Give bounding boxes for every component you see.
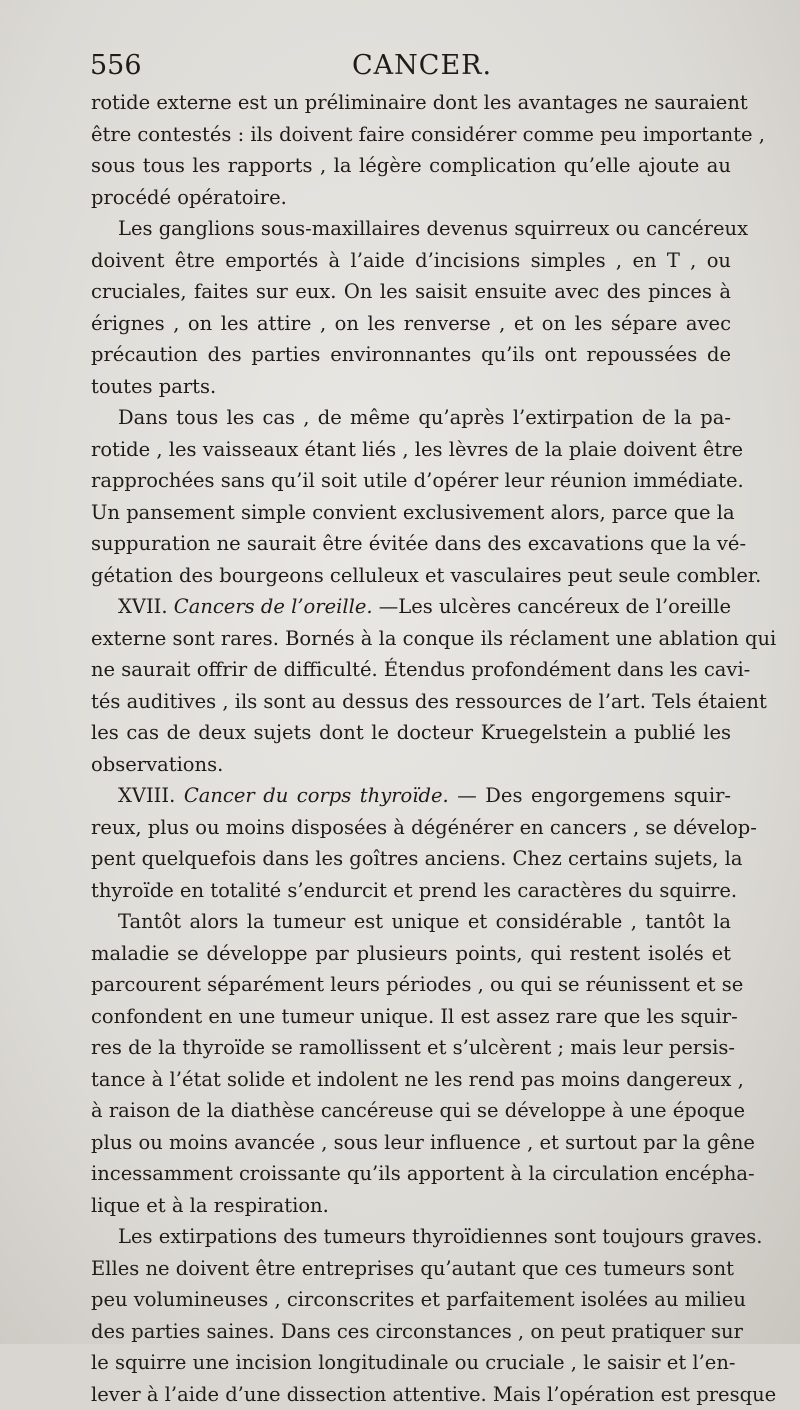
text-line: Les ganglions sous-maxillaires devenus squirreux ou cancéreux <box>91 213 731 245</box>
text-line: tés auditives , ils sont au dessus des ressources de l’art. Tels étaient <box>91 686 731 718</box>
text-line: procédé opératoire. <box>91 182 731 214</box>
text-line: externe sont rares. Bornés à la conque ils réclament une ablation qui <box>91 623 731 655</box>
section-heading-text: — Des engorgemens squir- <box>449 784 731 807</box>
text-line: sous tous les rapports , la légère complication qu’elle ajoute au <box>91 150 731 182</box>
text-line: le squirre une incision longitudinale ou cruciale , le saisir et l’en- <box>91 1347 731 1379</box>
text-line: reux, plus ou moins disposées à dégénérer en cancers , se dévelop- <box>91 812 731 844</box>
text-line: suppuration ne saurait être évitée dans des excavations que la vé- <box>91 528 731 560</box>
text-line: Elles ne doivent être entreprises qu’autant que ces tumeurs sont <box>91 1253 731 1285</box>
paragraph <box>91 87 731 213</box>
section-heading-line <box>91 780 731 812</box>
text-line: incessamment croissante qu’ils apportent à la circulation encépha- <box>91 1158 731 1190</box>
text-line: être contestés : ils doivent faire considérer comme peu importante , <box>91 119 731 151</box>
section-number: XVIII. <box>118 784 175 807</box>
text-line: des parties saines. Dans ces circonstances , on peut pratiquer sur <box>91 1316 731 1348</box>
text-line: pent quelquefois dans les goîtres anciens. Chez certains sujets, la <box>91 843 731 875</box>
text-line: toutes parts. <box>91 371 731 403</box>
page-number: 556 <box>90 46 142 86</box>
section-number: XVII. <box>118 595 168 618</box>
text-line: plus ou moins avancée , sous leur influence , et surtout par la gêne <box>91 1127 731 1159</box>
text-line: cruciales, faites sur eux. On les saisit ensuite avec des pinces à <box>91 276 731 308</box>
section-title: Cancers de l’oreille. <box>174 595 373 618</box>
text-line: lever à l’aide d’une dissection attentive. Mais l’opération est presque <box>91 1379 731 1410</box>
text-line: doivent être emportés à l’aide d’incisions simples , en T , ou <box>91 245 731 277</box>
text-line: Les extirpations des tumeurs thyroïdiennes sont toujours graves. <box>91 1221 731 1253</box>
text-line: gétation des bourgeons celluleux et vasculaires peut seule combler. <box>91 560 731 592</box>
text-line: Un pansement simple convient exclusivement alors, parce que la <box>91 497 731 529</box>
text-line: à raison de la diathèse cancéreuse qui se développe à une époque <box>91 1095 731 1127</box>
text-line: maladie se développe par plusieurs points, qui restent isolés et <box>91 938 731 970</box>
paragraph <box>91 402 731 591</box>
text-line: rotide , les vaisseaux étant liés , les lèvres de la plaie doivent être <box>91 434 731 466</box>
page-header <box>90 46 730 86</box>
text-line: rotide externe est un préliminaire dont les avantages ne sauraient <box>91 87 731 119</box>
paragraph <box>91 1221 731 1410</box>
text-line: Tantôt alors la tumeur est unique et considérable , tantôt la <box>91 906 731 938</box>
text-line: tance à l’état solide et indolent ne les rend pas moins dangereux , <box>91 1064 731 1096</box>
text-line: les cas de deux sujets dont le docteur Kruegelstein a publié les <box>91 717 731 749</box>
text-line: précaution des parties environnantes qu’ils ont repoussées de <box>91 339 731 371</box>
section-heading-line <box>91 591 731 623</box>
text-line: ne saurait offrir de difficulté. Étendus profondément dans les cavi- <box>91 654 731 686</box>
text-line: res de la thyroïde se ramollissent et s’ulcèrent ; mais leur persis- <box>91 1032 731 1064</box>
text-line: rapprochées sans qu’il soit utile d’opérer leur réunion immédiate. <box>91 465 731 497</box>
section-heading-text: —Les ulcères cancéreux de l’oreille <box>373 595 731 618</box>
text-line: Dans tous les cas , de même qu’après l’extirpation de la pa- <box>91 402 731 434</box>
paragraph <box>91 906 731 1221</box>
text-line: confondent en une tumeur unique. Il est assez rare que les squir- <box>91 1001 731 1033</box>
page-body <box>91 87 731 1410</box>
text-line: parcourent séparément leurs périodes , ou qui se réunissent et se <box>91 969 731 1001</box>
text-line: lique et à la respiration. <box>91 1190 731 1222</box>
section-paragraph <box>91 591 731 780</box>
section-title: Cancer du corps thyroïde. <box>184 784 449 807</box>
text-line: observations. <box>91 749 731 781</box>
text-line: thyroïde en totalité s’endurcit et prend les caractères du squirre. <box>91 875 731 907</box>
paragraph <box>91 213 731 402</box>
text-line: peu volumineuses , circonscrites et parfaitement isolées au milieu <box>91 1284 731 1316</box>
section-paragraph <box>91 780 731 906</box>
text-line: érignes , on les attire , on les renverse , et on les sépare avec <box>91 308 731 340</box>
running-title: CANCER. <box>352 46 492 86</box>
